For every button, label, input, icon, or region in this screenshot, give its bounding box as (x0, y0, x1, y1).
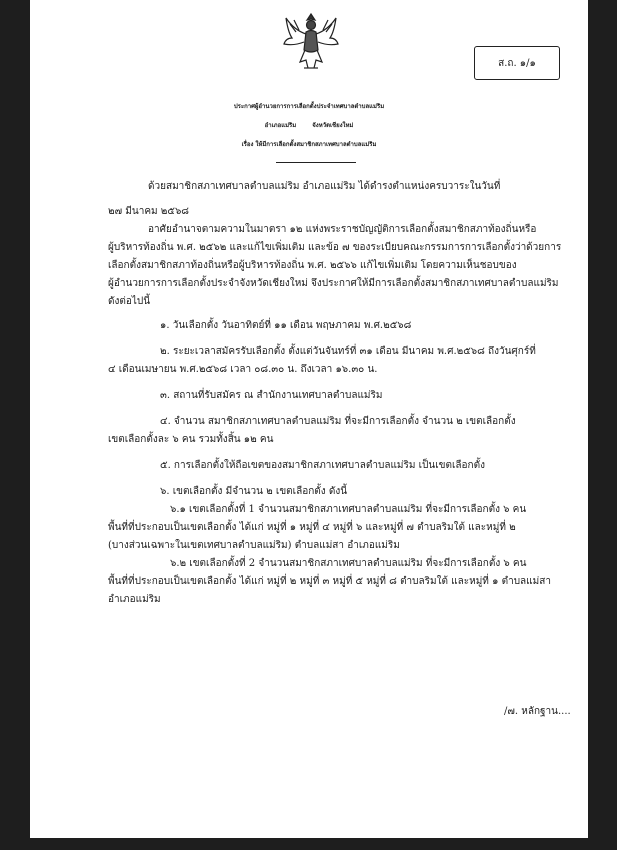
list-item-continued: ๔ เดือนเมษายน พ.ศ.๒๕๖๘ เวลา ๐๘.๓๐ น. ถึงเวลา ๑๖.๓๐ น. (108, 364, 378, 375)
form-code-box: ส.ถ. ๑/๑ (474, 46, 560, 80)
list-item: ๔. จำนวน สมาชิกสภาเทศบาลตำบลแม่ริม ที่จะมีการเลือกตั้ง จำนวน ๒ เขตเลือกตั้ง (160, 416, 516, 427)
list-item: ๕. การเลือกตั้งให้ถือเขตของสมาชิกสภาเทศบาลตำบลแม่ริม เป็นเขตเลือกตั้ง (160, 460, 485, 471)
continuation-note: /๗. หลักฐาน.... (504, 706, 571, 717)
paragraph-line: ๒๗ มีนาคม ๒๕๖๘ (108, 206, 190, 217)
announcement-header (30, 97, 588, 154)
document-page (30, 0, 588, 838)
sub-list-item: ๖.๒ เขตเลือกตั้งที่ 2 จำนวนสมาชิกสภาเทศบาลตำบลแม่ริม ที่จะมีการเลือกตั้ง ๖ คน (170, 558, 527, 569)
paragraph-line: เลือกตั้งสมาชิกสภาท้องถิ่นหรือผู้บริหารท้องถิ่น พ.ศ. ๒๕๖๖ แก้ไขเพิ่มเติม โดยความเห็นชอบของ (108, 260, 517, 271)
header-divider (276, 162, 356, 163)
header-subject: เรื่อง ให้มีการเลือกตั้งสมาชิกสภาเทศบาลตำบลแม่ริม (241, 141, 377, 148)
paragraph-line: ผู้อำนวยการการเลือกตั้งประจำจังหวัดเชียงใหม่ จึงประกาศให้มีการเลือกตั้งสมาชิกสภาเทศบาลตำบลแม่ริม (108, 278, 559, 289)
list-item: ๓. สถานที่รับสมัคร ณ สำนักงานเทศบาลตำบลแม่ริม (160, 390, 383, 401)
sub-list-item-continued: พื้นที่ที่ประกอบเป็นเขตเลือกตั้ง ได้แก่ หมู่ที่ ๒ หมู่ที่ ๓ หมู่ที่ ๕ หมู่ที่ ๘ ตำบลริมใต้ และหมู่ที่ ๑ ตำบลแม่สา (108, 576, 551, 587)
list-item: ๖. เขตเลือกตั้ง มีจำนวน ๒ เขตเลือกตั้ง ดังนี้ (160, 486, 348, 497)
sub-list-item-continued: พื้นที่ที่ประกอบเป็นเขตเลือกตั้ง ได้แก่ หมู่ที่ ๑ หมู่ที่ ๔ หมู่ที่ ๖ และหมู่ที่ ๗ ตำบลริมใต้ และหมู่ที่ ๒ (108, 522, 516, 533)
paragraph-line: ด้วยสมาชิกสภาเทศบาลตำบลแม่ริม อำเภอแม่ริม ได้ดำรงตำแหน่งครบวาระในวันที่ (148, 181, 501, 192)
list-item: ๒. ระยะเวลาสมัครรับเลือกตั้ง ตั้งแต่วันจันทร์ที่ ๓๑ เดือน มีนาคม พ.ศ.๒๕๖๘ ถึงวันศุกร์ที่ (160, 346, 536, 357)
sub-list-item-continued: อำเภอแม่ริม (108, 594, 161, 605)
sub-list-item: ๖.๑ เขตเลือกตั้งที่ 1 จำนวนสมาชิกสภาเทศบาลตำบลแม่ริม ที่จะมีการเลือกตั้ง ๖ คน (170, 504, 527, 515)
header-district: อำเภอแม่ริม จังหวัดเชียงใหม่ (264, 122, 354, 129)
list-item: ๑. วันเลือกตั้ง วันอาทิตย์ที่ ๑๑ เดือน พฤษภาคม พ.ศ.๒๕๖๘ (160, 320, 412, 331)
garuda-emblem-icon (282, 10, 340, 72)
header-title: ประกาศผู้อำนวยการการเลือกตั้งประจำเทศบาลตำบลแม่ริม (233, 103, 385, 110)
sub-list-item-continued: (บางส่วนเฉพาะในเขตเทศบาลตำบลแม่ริม) ตำบลแม่สา อำเภอแม่ริม (108, 540, 400, 551)
paragraph-line: อาศัยอำนาจตามความในมาตรา ๑๒ แห่งพระราชบัญญัติการเลือกตั้งสมาชิกสภาท้องถิ่นหรือ (148, 224, 537, 235)
list-item-continued: เขตเลือกตั้งละ ๖ คน รวมทั้งสิ้น ๑๒ คน (108, 434, 274, 445)
paragraph-line: ดังต่อไปนี้ (108, 296, 151, 307)
paragraph-line: ผู้บริหารท้องถิ่น พ.ศ. ๒๕๖๒ และแก้ไขเพิ่มเติม และข้อ ๗ ของระเบียบคณะกรรมการการเลือกตั้งว่าด้วยการ (108, 242, 562, 253)
